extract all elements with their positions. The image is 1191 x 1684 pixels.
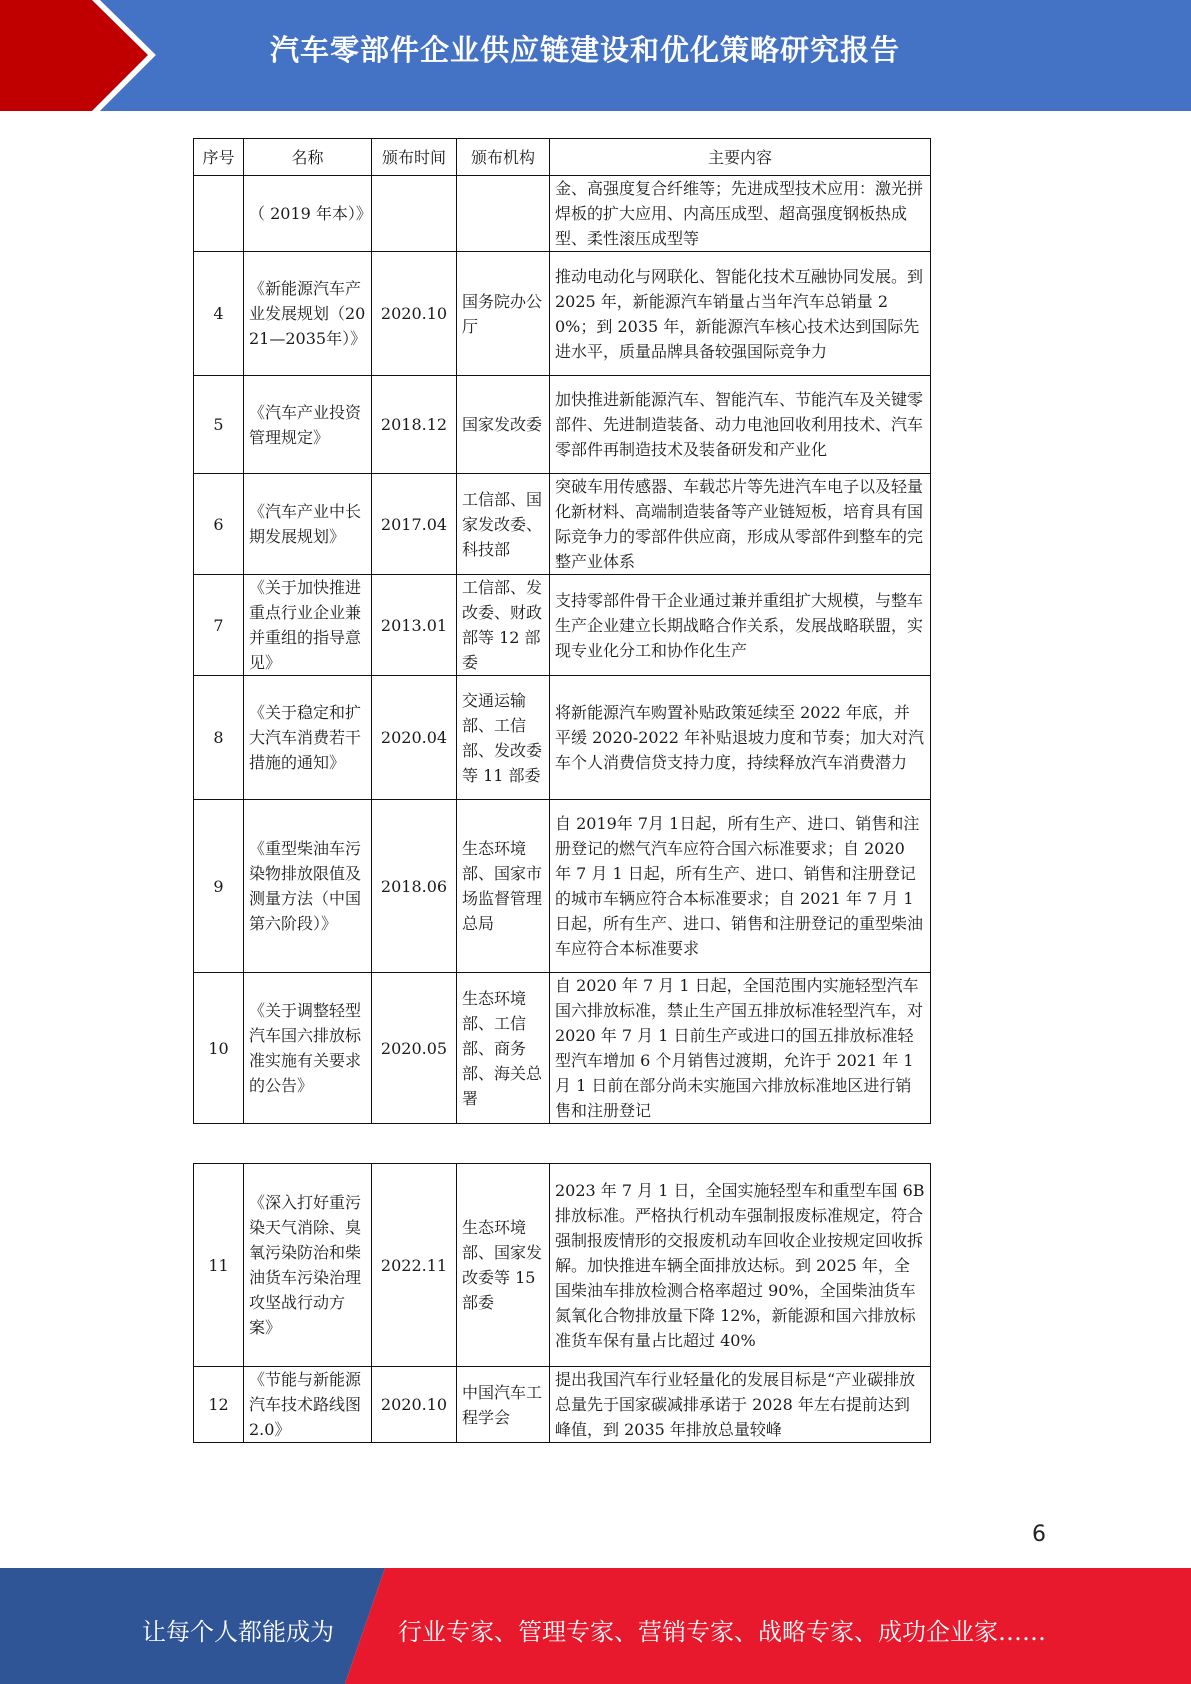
row-date: 2018.06 [372,800,457,973]
header-org: 颁布机构 [457,139,550,176]
row-content: 自 2020 年 7 月 1 日起，全国范围内实施轻型汽车国六排放标准，禁止生产国五排放标准轻型汽车，对 2020 年 7 月 1 日前生产或进口的国五排放标准轻型汽车增加 6 个月销售过渡期，允许于 2021 年 1 月 1 日前在部分尚未实施国六排放标准地区进行销售和注册登记 [550,973,931,1124]
row-org: 生态环境部、国家市场监督管理总局 [457,800,550,973]
table-row [194,376,931,474]
header-red-arrow-decoration [0,0,160,111]
row-date: 2022.11 [372,1164,457,1367]
row-name: 《关于调整轻型汽车国六排放标准实施有关要求的公告》 [244,973,372,1124]
row-content: 突破车用传感器、车载芯片等先进汽车电子以及轻量化新材料、高端制造装备等产业链短板，培育具有国际竞争力的零部件供应商，形成从零部件到整车的完整产业体系 [550,474,931,575]
header-banner [0,0,1191,111]
table-row [194,800,931,973]
row-content: 支持零部件骨干企业通过兼并重组扩大规模，与整车生产企业建立长期战略合作关系，发展战略联盟，实现专业化分工和协作化生产 [550,575,931,676]
row-name: 《关于加快推进重点行业企业兼并重组的指导意见》 [244,575,372,676]
row-content: 提出我国汽车行业轻量化的发展目标是“产业碳排放总量先于国家碳减排承诺于 2028 年左右提前达到峰值，到 2035 年排放总量较峰 [550,1367,931,1443]
row-content: 将新能源汽车购置补贴政策延续至 2022 年底，并平缓 2020-2022 年补贴退坡力度和节奏；加大对汽车个人消费信贷支持力度，持续释放汽车消费潜力 [550,676,931,800]
row-no: 7 [194,575,244,676]
table-row [194,1164,931,1367]
row-name: 《深入打好重污染天气消除、臭氧污染防治和柴油货车污染治理攻坚战行动方案》 [244,1164,372,1367]
row-date: 2017.04 [372,474,457,575]
row-content: 金、高强度复合纤维等；先进成型技术应用：激光拼焊板的扩大应用、内高压成型、超高强度钢板热成型、柔性滚压成型等 [550,176,931,252]
table-row [194,474,931,575]
row-date: 2018.12 [372,376,457,474]
row-date: 2020.05 [372,973,457,1124]
row-no: 12 [194,1367,244,1443]
row-content: 加快推进新能源汽车、智能汽车、节能汽车及关键零部件、先进制造装备、动力电池回收利用技术、汽车零部件再制造技术及装备研发和产业化 [550,376,931,474]
row-date: 2020.10 [372,1367,457,1443]
row-org: 国务院办公厅 [457,252,550,376]
table-row [194,1367,931,1443]
row-name: 《新能源汽车产业发展规划（2021—2035年）》 [244,252,372,376]
row-no: 8 [194,676,244,800]
row-date: 2013.01 [372,575,457,676]
policy-table-continued [193,1163,931,1443]
page-number: 6 [1032,1522,1046,1547]
row-org: 生态环境部、工信部、商务部、海关总署 [457,973,550,1124]
row-content: 2023 年 7 月 1 日，全国实施轻型车和重型车国 6B 排放标准。严格执行机动车强制报废标准规定，符合强制报废情形的交报废机动车回收企业按规定回收拆解。加快推进车辆全面排放达标。到 2025 年，全国柴油车排放检测合格率超过 90%，全国柴油货车氮氧化合物排放量下降 12%，新能源和国六排放标准货车保有量占比超过 40% [550,1164,931,1367]
row-no: 4 [194,252,244,376]
header-name: 名称 [244,139,372,176]
row-org: 工信部、发改委、财政部等 12 部委 [457,575,550,676]
header-no: 序号 [194,139,244,176]
footer-slogan-right: 行业专家、管理专家、营销专家、战略专家、成功企业家…… [398,1618,1046,1646]
row-org: 国家发改委 [457,376,550,474]
row-no: 6 [194,474,244,575]
table-row [194,676,931,800]
header-date: 颁布时间 [372,139,457,176]
row-org: 工信部、国家发改委、科技部 [457,474,550,575]
row-no: 9 [194,800,244,973]
row-name: （ 2019 年本）》 [244,176,372,252]
report-title: 汽车零部件企业供应链建设和优化策略研究报告 [270,33,901,67]
row-no: 5 [194,376,244,474]
row-name: 《节能与新能源汽车技术路线图 2.0》 [244,1367,372,1443]
row-content: 自 2019年 7月 1日起，所有生产、进口、销售和注册登记的燃气汽车应符合国六标准要求；自 2020 年 7 月 1 日起，所有生产、进口、销售和注册登记的城市车辆应符合本标准要求；自 2021 年 7 月 1 日起，所有生产、进口、销售和注册登记的重型柴油车应符合本标准要求 [550,800,931,973]
row-no: 11 [194,1164,244,1367]
table-row [194,252,931,376]
row-name: 《汽车产业投资管理规定》 [244,376,372,474]
row-no [194,176,244,252]
row-org: 中国汽车工程学会 [457,1367,550,1443]
header-content: 主要内容 [550,139,931,176]
table-row [194,973,931,1124]
policy-table [193,138,931,1124]
row-no: 10 [194,973,244,1124]
row-org: 交通运输部、工信部、发改委等 11 部委 [457,676,550,800]
footer-slogan-left: 让每个人都能成为 [142,1618,334,1646]
row-content: 推动电动化与网联化、智能化技术互融协同发展。到 2025 年，新能源汽车销量占当年汽车总销量 20%；到 2035 年，新能源汽车核心技术达到国际先进水平，质量品牌具备较强国际竞争力 [550,252,931,376]
table-row [194,176,931,252]
row-date: 2020.04 [372,676,457,800]
row-name: 《关于稳定和扩大汽车消费若干措施的通知》 [244,676,372,800]
row-date: 2020.10 [372,252,457,376]
row-org: 生态环境部、国家发改委等 15 部委 [457,1164,550,1367]
row-name: 《重型柴油车污染物排放限值及测量方法（中国第六阶段）》 [244,800,372,973]
table-header-row [194,139,931,176]
table-row [194,575,931,676]
row-org [457,176,550,252]
row-date [372,176,457,252]
row-name: 《汽车产业中长期发展规划》 [244,474,372,575]
